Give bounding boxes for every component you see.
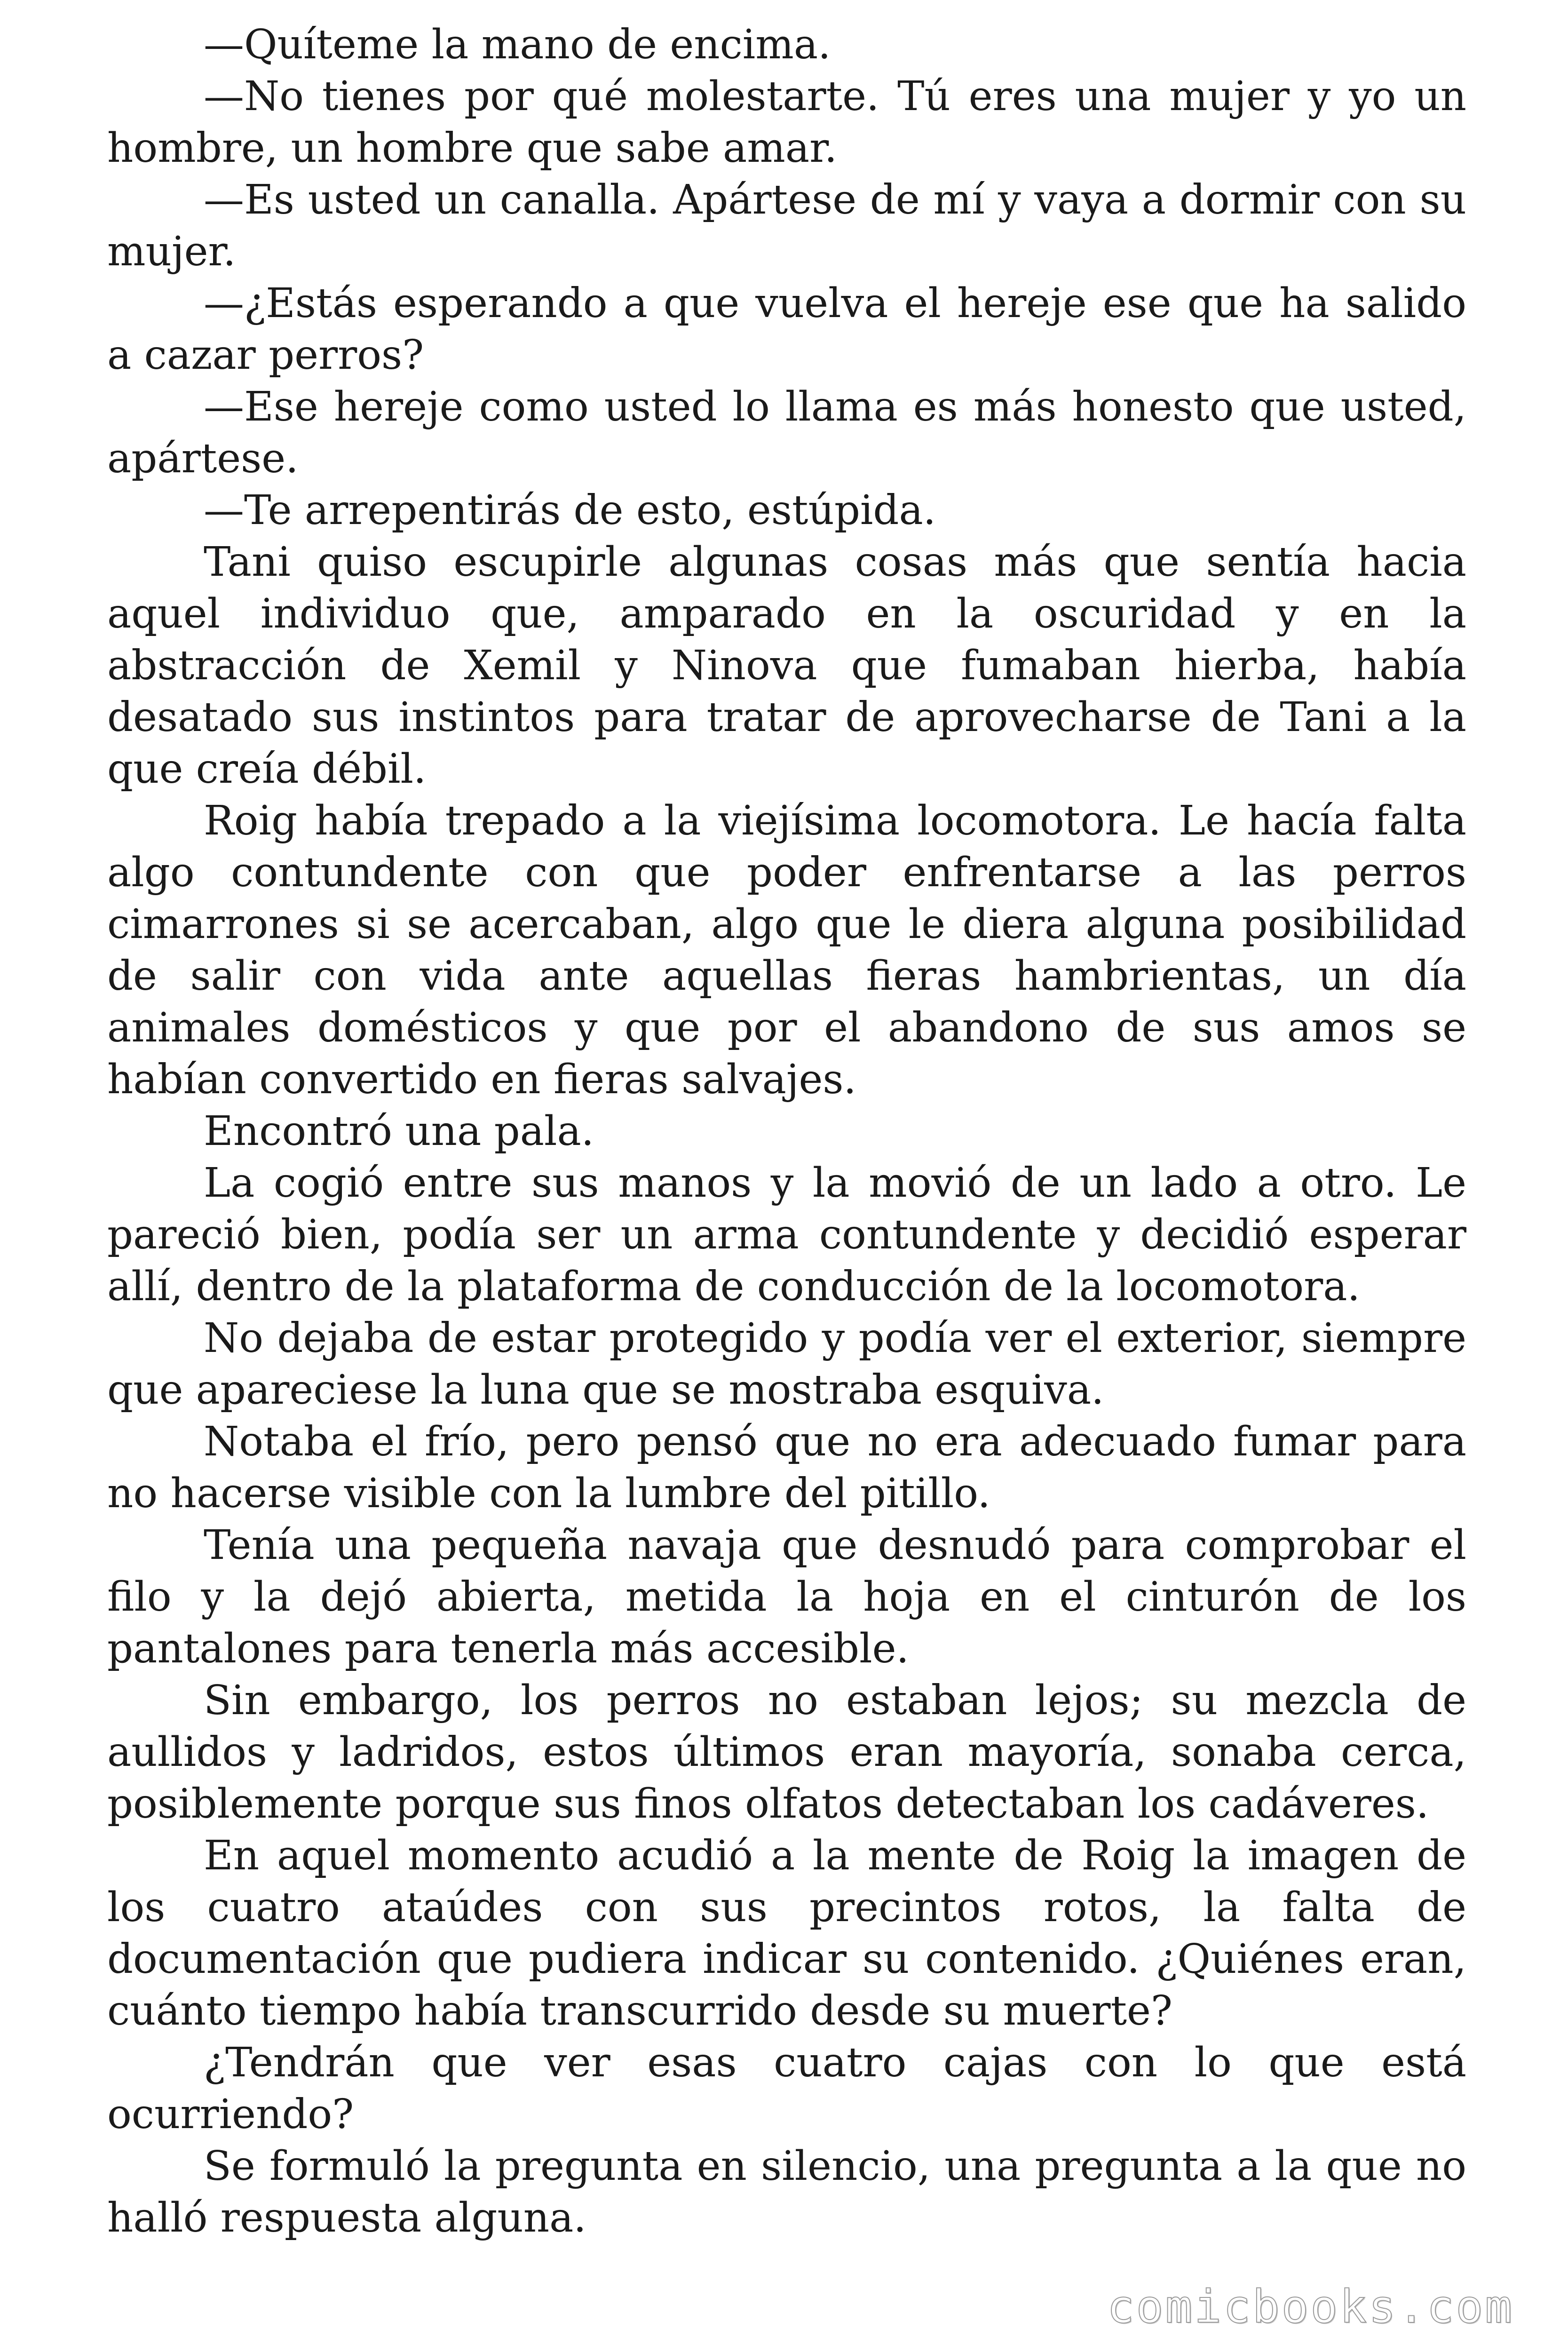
paragraph: —Te arrepentirás de esto, estúpida.: [204, 487, 936, 534]
page-body: [107, 19, 1466, 2244]
paragraph: La cogió entre sus manos y la movió de un lado a otro. Le pareció bien, podía ser un arma contundente y decidió esperar allí, dentro de la plataforma de conducción de la locomotora.: [107, 1160, 1466, 1310]
paragraph: —Ese hereje como usted lo llama es más honesto que usted, apártese.: [107, 383, 1466, 482]
paragraph: Tani quiso escupirle algunas cosas más que sentía hacia aquel individuo que, amparado en la oscuridad y en la abstracción de Xemil y Ninova que fumaban hierba, había desatado sus instintos para tratar de aprovecharse de Tani a la que creía débil.: [107, 539, 1466, 793]
paragraph: —¿Estás esperando a que vuelva el hereje ese que ha salido a cazar perros?: [107, 280, 1466, 379]
watermark: comicbooks.com: [1107, 2280, 1514, 2333]
paragraph: Notaba el frío, pero pensó que no era adecuado fumar para no hacerse visible con la lumbre del pitillo.: [107, 1418, 1466, 1517]
paragraph: Encontró una pala.: [204, 1108, 594, 1155]
paragraph: —No tienes por qué molestarte. Tú eres una mujer y yo un hombre, un hombre que sabe amar.: [107, 73, 1466, 172]
paragraph: No dejaba de estar protegido y podía ver el exterior, siempre que apareciese la luna que se mostraba esquiva.: [107, 1315, 1466, 1414]
paragraph: —Quíteme la mano de encima.: [204, 21, 831, 68]
paragraph: Roig había trepado a la viejísima locomotora. Le hacía falta algo contundente con que poder enfrentarse a las perros cimarrones si se acercaban, algo que le diera alguna posibilidad de salir con vida ante aquellas fieras hambrientas, un día animales domésticos y que por el abandono de sus amos se habían convertido en fieras salvajes.: [107, 797, 1466, 1103]
paragraph: —Es usted un canalla. Apártese de mí y vaya a dormir con su mujer.: [107, 176, 1466, 275]
paragraph: Sin embargo, los perros no estaban lejos; su mezcla de aullidos y ladridos, estos últimos eran mayoría, sonaba cerca, posiblemente porque sus finos olfatos detectaban los cadáveres.: [107, 1677, 1466, 1828]
paragraph: Tenía una pequeña navaja que desnudó para comprobar el filo y la dejó abierta, metida la hoja en el cinturón de los pantalones para tenerla más accesible.: [107, 1522, 1466, 1672]
paragraph: En aquel momento acudió a la mente de Roig la imagen de los cuatro ataúdes con sus precintos rotos, la falta de documentación que pudiera indicar su contenido. ¿Quiénes eran, cuánto tiempo había transcurrido desde su muerte?: [107, 1832, 1466, 2034]
paragraph: ¿Tendrán que ver esas cuatro cajas con lo que está ocurriendo?: [107, 2039, 1466, 2138]
paragraph: Se formuló la pregunta en silencio, una pregunta a la que no halló respuesta alguna.: [107, 2143, 1466, 2241]
